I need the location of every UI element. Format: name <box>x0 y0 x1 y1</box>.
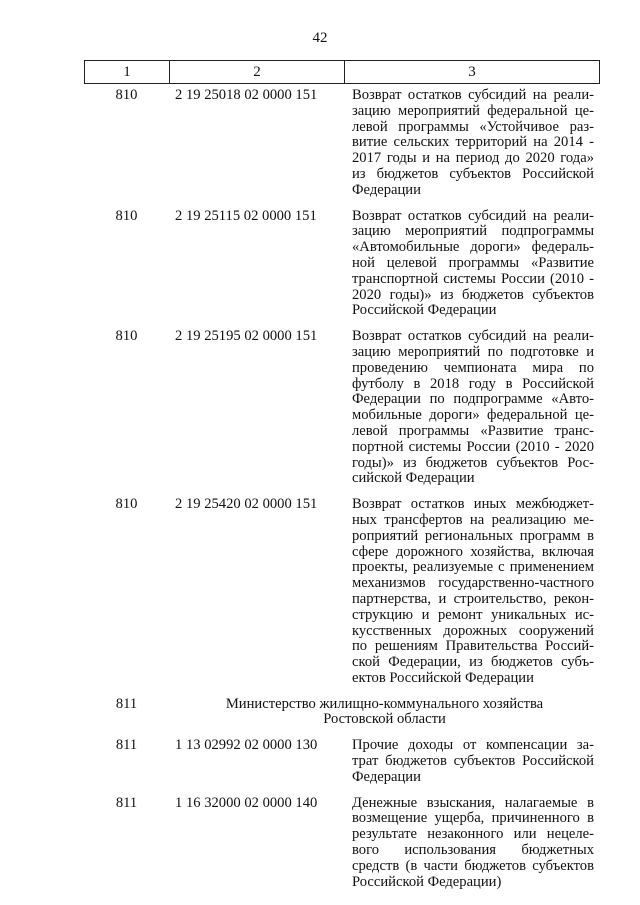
description-line: «Автомобильные дороги» федераль- <box>352 239 594 256</box>
section-row <box>84 695 600 729</box>
description-line: зацию мероприятий по подготовке и <box>352 343 594 360</box>
admin-code-cell: 811 <box>115 737 138 754</box>
description-line: по решениям Правительства Россий- <box>352 638 594 655</box>
description-cell <box>344 327 594 487</box>
page-number: 42 <box>312 30 328 46</box>
description-line: сийской Федерации <box>352 470 475 487</box>
budget-code-cell: 2 19 25420 02 0000 151 <box>175 496 318 513</box>
description-line: Возврат остатков субсидий на реали- <box>352 328 594 345</box>
budget-code-cell: 2 19 25018 02 0000 151 <box>175 87 318 103</box>
description-line: кусственных дорожных сооружений <box>352 622 594 639</box>
description-line: проекты, реализуемые с применением <box>352 559 594 576</box>
description-line: ской Федерации, из бюджетов субъ- <box>352 654 594 671</box>
description-line: транспортной системы России (2010 - <box>352 270 594 287</box>
admin-code-cell: 810 <box>115 207 138 224</box>
description-line: Российской Федерации <box>352 302 497 319</box>
table-row <box>84 207 600 320</box>
table-row <box>84 86 600 199</box>
description-line: результате незаконного или нецеле- <box>352 826 594 843</box>
description-line: зацию мероприятий подпрограммы <box>352 223 594 240</box>
description-line: механизмов государственно-частного <box>352 575 594 592</box>
description-cell <box>344 207 594 320</box>
admin-code-cell: 810 <box>115 87 138 103</box>
description-line: Федерации по подпрограмме «Авто- <box>352 391 594 408</box>
description-line: Федерации <box>352 768 421 785</box>
table-row <box>84 327 600 487</box>
description-line: роприятий региональных программ в <box>352 527 594 544</box>
budget-code-cell: 2 19 25115 02 0000 151 <box>175 207 317 224</box>
table-body <box>84 86 600 890</box>
description-line: Возврат остатков субсидий на реали- <box>352 207 594 224</box>
description-line: футболу в 2018 году в Российской <box>352 375 594 392</box>
header-col-1: 1 <box>85 61 170 83</box>
description-line: 2017 годы и на период до 2020 года» <box>352 150 594 167</box>
section-title <box>169 695 600 729</box>
description-line: ектов Российской Федерации <box>352 669 534 686</box>
table-row <box>84 736 600 785</box>
description-line: годы)» из бюджетов субъектов Рос- <box>352 454 594 471</box>
description-line: Российской Федерации) <box>352 873 502 890</box>
description-line: Денежные взыскания, налагаемые в <box>352 794 594 811</box>
budget-code-cell: 1 16 32000 02 0000 140 <box>175 794 318 811</box>
description-line: Федерации <box>352 181 421 198</box>
description-line: витие сельских территорий на 2014 - <box>352 134 594 151</box>
description-line: 2020 годы)» из бюджетов субъектов <box>352 286 594 303</box>
table-row <box>84 495 600 687</box>
table-header <box>84 60 600 84</box>
description-line: вого использования бюджетных <box>352 842 594 859</box>
description-line: струкцию и ремонт уникальных ис- <box>352 606 594 623</box>
description-line: Прочие доходы от компенсации за- <box>352 737 594 754</box>
description-cell <box>344 794 594 891</box>
section-title-line: Ростовской области <box>323 711 446 728</box>
budget-code-cell: 2 19 25195 02 0000 151 <box>175 328 318 345</box>
description-line: ной целевой программы «Развитие <box>352 254 594 271</box>
description-line: мобильные дороги» федеральной це- <box>352 407 594 424</box>
description-line: сфере дорожного хозяйства, включая <box>352 543 594 560</box>
description-line: из бюджетов субъектов Российской <box>352 165 594 182</box>
description-line: ных трансфертов на реализацию ме- <box>352 511 594 528</box>
description-line: зацию мероприятий федеральной це- <box>352 102 594 119</box>
description-cell <box>344 86 594 199</box>
section-title-line: Министерство жилищно-коммунального хозяйства <box>225 695 544 712</box>
description-line: левой программы «Устойчивое раз- <box>352 118 594 135</box>
description-cell <box>344 495 594 687</box>
description-line: трат бюджетов субъектов Российской <box>352 753 594 770</box>
table-row <box>84 794 600 891</box>
description-line: средств (в части бюджетов субъектов <box>352 857 594 874</box>
header-col-2: 2 <box>170 61 345 83</box>
budget-code-cell: 1 13 02992 02 0000 130 <box>175 737 318 754</box>
description-line: портной системы России (2010 - 2020 <box>352 438 594 455</box>
admin-code-cell: 810 <box>115 496 138 513</box>
admin-code-cell: 811 <box>115 695 138 712</box>
description-cell <box>344 736 594 785</box>
description-line: возмещение ущерба, причиненного в <box>352 810 594 827</box>
description-line: Возврат остатков иных межбюджет- <box>352 496 594 513</box>
admin-code-cell: 810 <box>115 328 138 345</box>
description-line: партнерства, и строительство, рекон- <box>352 590 594 607</box>
description-line: проведению чемпионата мира по <box>352 359 594 376</box>
description-line: левой программы «Развитие транс- <box>352 422 594 439</box>
admin-code-cell: 811 <box>115 794 138 811</box>
header-col-3: 3 <box>468 63 476 80</box>
description-line: Возврат остатков субсидий на реали- <box>352 87 594 103</box>
